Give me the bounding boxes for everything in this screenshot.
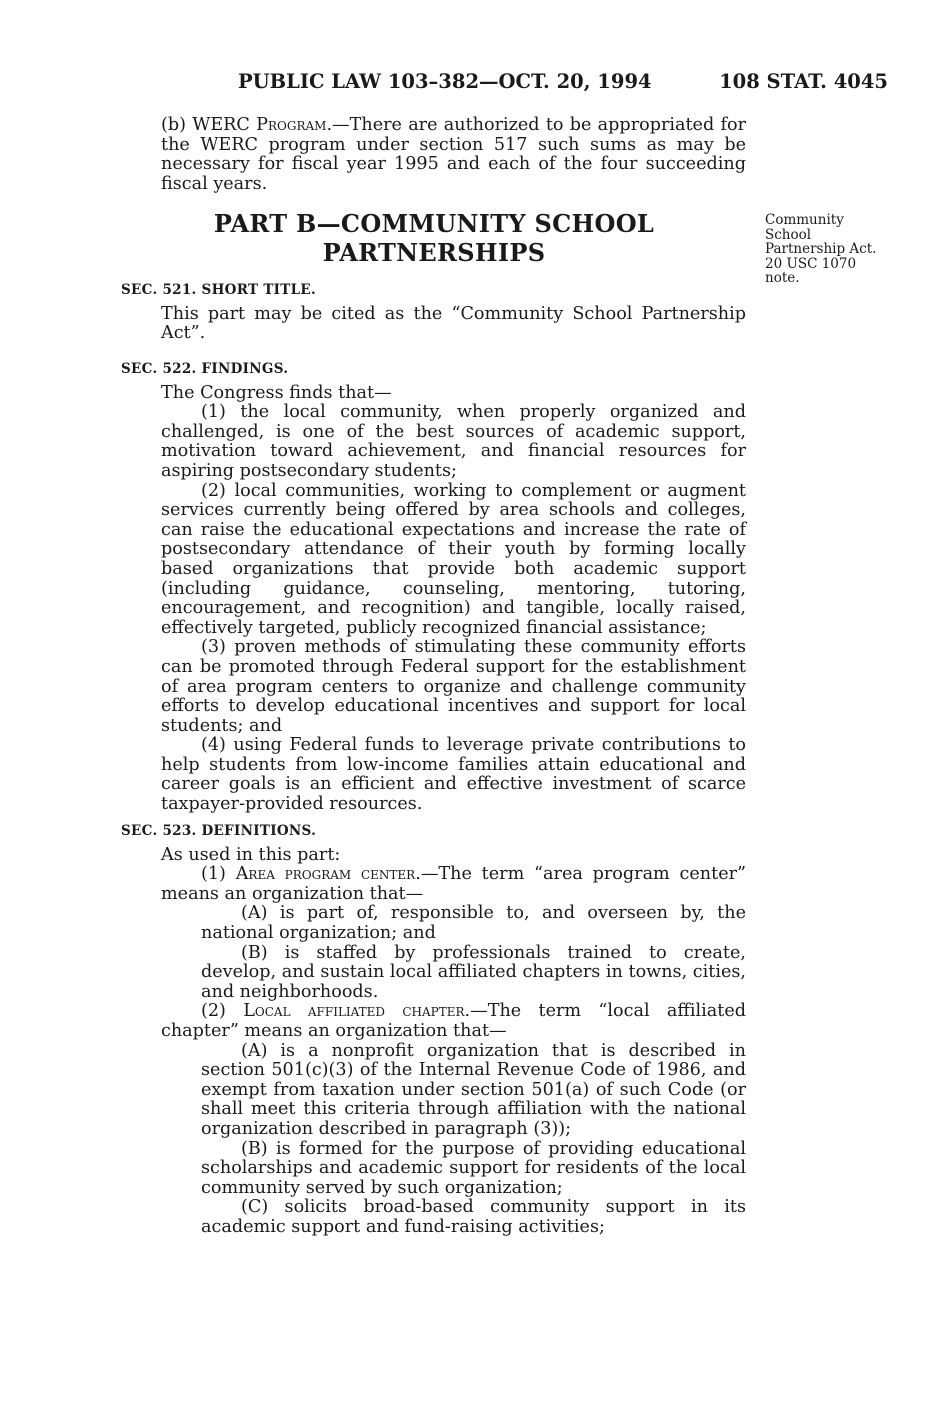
definition-1-b: (B) is staffed by professionals trained to create, develop, and sustain local affiliated chapters in towns, cities, and neighborhoods. [201,942,746,1002]
part-b-heading-line1: PART B—COMMUNITY SCHOOL [213,209,655,238]
finding-4: (4) using Federal funds to leverage private contributions to help students from low-income families attain educational and career goals is an efficient and effective investment of scarce taxpayer-provided resources. [161,735,746,815]
definition-1-term: Area program center [235,864,416,885]
sec-522-heading: SEC. 522. FINDINGS. [121,361,289,377]
finding-1: (1) the local community, when properly organized and challenged, is one of the best sources of academic support, motivation toward achievement, and financial resources for aspiring postsecondary students; [161,402,746,481]
sec-523-intro: As used in this part: [161,844,341,865]
sec-522-intro: The Congress finds that— [161,382,392,403]
sec-521-text: This part may be cited as the “Community School Partnership Act”. [161,303,746,344]
sec-523-block [121,822,746,1237]
definition-2-c: (C) solicits broad-based community support in its academic support and fund-raising activities; [201,1197,746,1237]
definition-2-a: (A) is a nonprofit organization that is described in section 501(c)(3) of the Internal Revenue Code of 1986, and exempt from taxation under section 501(a) of such Code (or shall meet this criteria through affiliation with the national organization described in paragraph (3)); [201,1040,746,1139]
werc-program-term: Program [256,115,327,135]
werc-paragraph-block [161,116,746,194]
werc-paragraph: (b) WERC Program.—There are authorized to be appropriated for the WERC program under section 517 such sums as may be necessary for fiscal year 1995 and each of the four succeeding fiscal years. [161,115,746,194]
running-head [160,70,888,100]
part-b-heading [160,209,708,267]
header-public-law: PUBLIC LAW 103–382—OCT. 20, 1994 [238,70,652,93]
definition-2: (2) Local affiliated chapter.—The term “local affiliated chapter” means an organization that— [161,1001,746,1041]
sec-522-block [121,360,746,815]
header-stat-page: 108 STAT. 4045 [719,70,888,93]
margin-note: Community School Partnership Act. 20 USC 1070 note. [765,212,877,287]
definition-1: (1) Area program center.—The term “area program center” means an organization that— [161,864,747,904]
definition-2-term: Local affiliated chapter [243,1001,465,1022]
definition-2-b: (B) is formed for the purpose of providing educational scholarships and academic support for residents of the local community served by such organization; [201,1138,746,1198]
finding-3: (3) proven methods of stimulating these community efforts can be promoted through Federal support for the establishment of area program centers to organize and challenge community efforts to develop educational incentives and support for local students; and [161,637,746,736]
part-b-heading-line2: PARTNERSHIPS [322,238,546,267]
sec-521-block [121,281,746,344]
definition-1-a: (A) is part of, responsible to, and overseen by, the national organization; and [201,903,746,943]
finding-2: (2) local communities, working to complement or augment services currently being offered by area schools and colleges, can raise the educational expectations and increase the rate of postsecondary attendance of their youth by forming locally based organizations that provide both academic support (including guidance, counseling, mentoring, tutoring, encouragement, and recognition) and tangible, locally raised, effectively targeted, publicly recognized financial assistance; [161,480,746,638]
sec-521-heading: SEC. 521. SHORT TITLE. [121,282,317,298]
sec-523-heading: SEC. 523. DEFINITIONS. [121,823,317,839]
